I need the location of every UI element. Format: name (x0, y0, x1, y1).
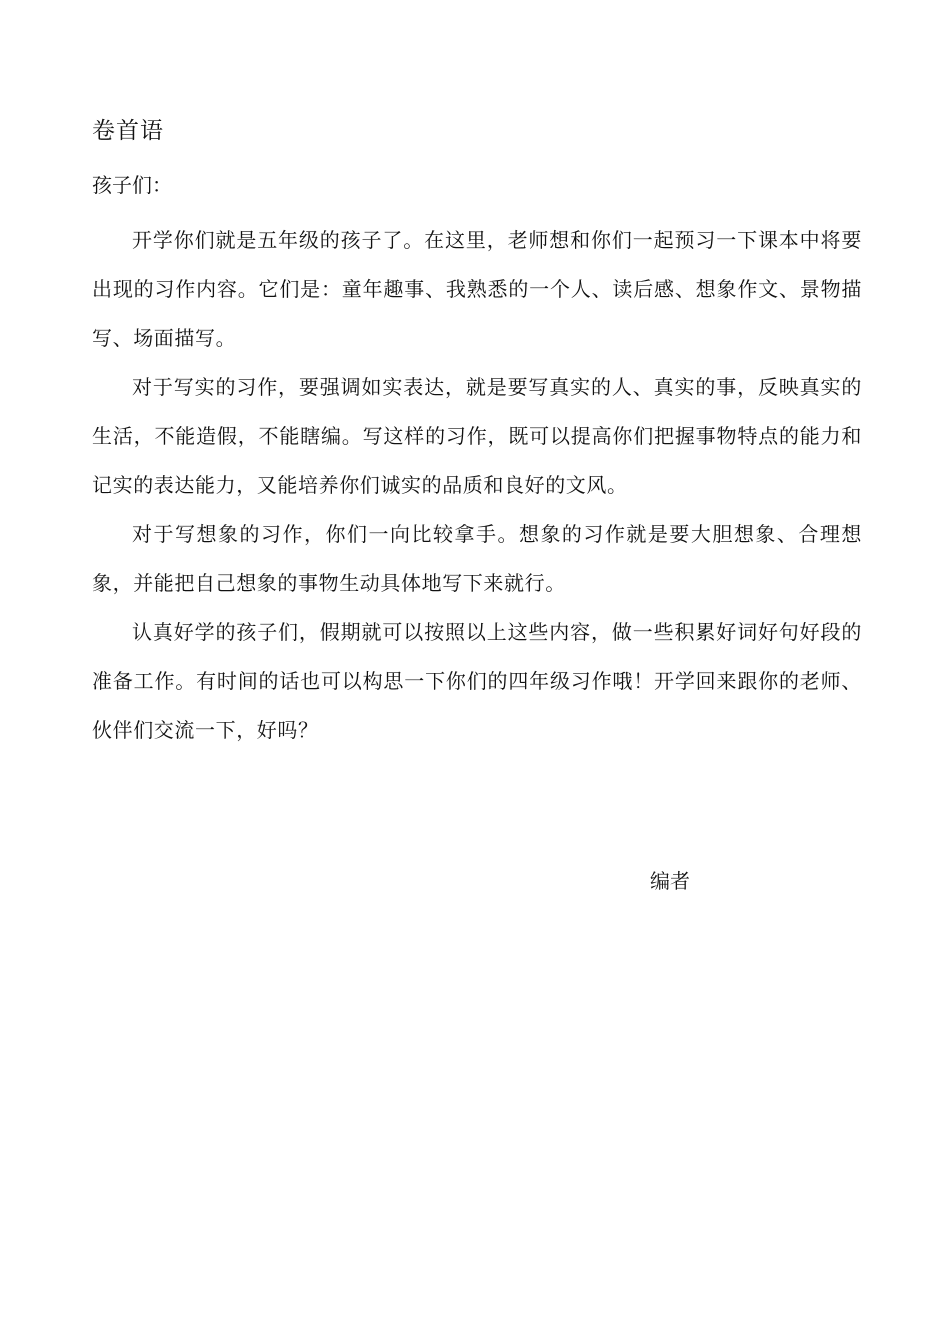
paragraph-4: 认真好学的孩子们，假期就可以按照以上这些内容，做一些积累好词好句好段的准备工作。有时间的话也可以构思一下你们的四年级习作哦！开学回来跟你的老师、伙伴们交流一下，好吗？ (92, 620, 862, 742)
page-title: 卷首语 (92, 118, 164, 144)
greeting: 孩子们： (92, 173, 172, 197)
paragraph-3: 对于写想象的习作，你们一向比较拿手。想象的习作就是要大胆想象、合理想象，并能把自己想象的事物生动具体地写下来就行。 (92, 522, 862, 595)
paragraph-1: 开学你们就是五年级的孩子了。在这里，老师想和你们一起预习一下课本中将要出现的习作内容。它们是：童年趣事、我熟悉的一个人、读后感、想象作文、景物描写、场面描写。 (92, 228, 862, 350)
body-text (92, 216, 862, 755)
signature: 编者 (650, 869, 690, 893)
paragraph-2: 对于写实的习作，要强调如实表达，就是要写真实的人、真实的事，反映真实的生活，不能造假，不能瞎编。写这样的习作，既可以提高你们把握事物特点的能力和记实的表达能力，又能培养你们诚实的品质和良好的文风。 (92, 375, 862, 497)
